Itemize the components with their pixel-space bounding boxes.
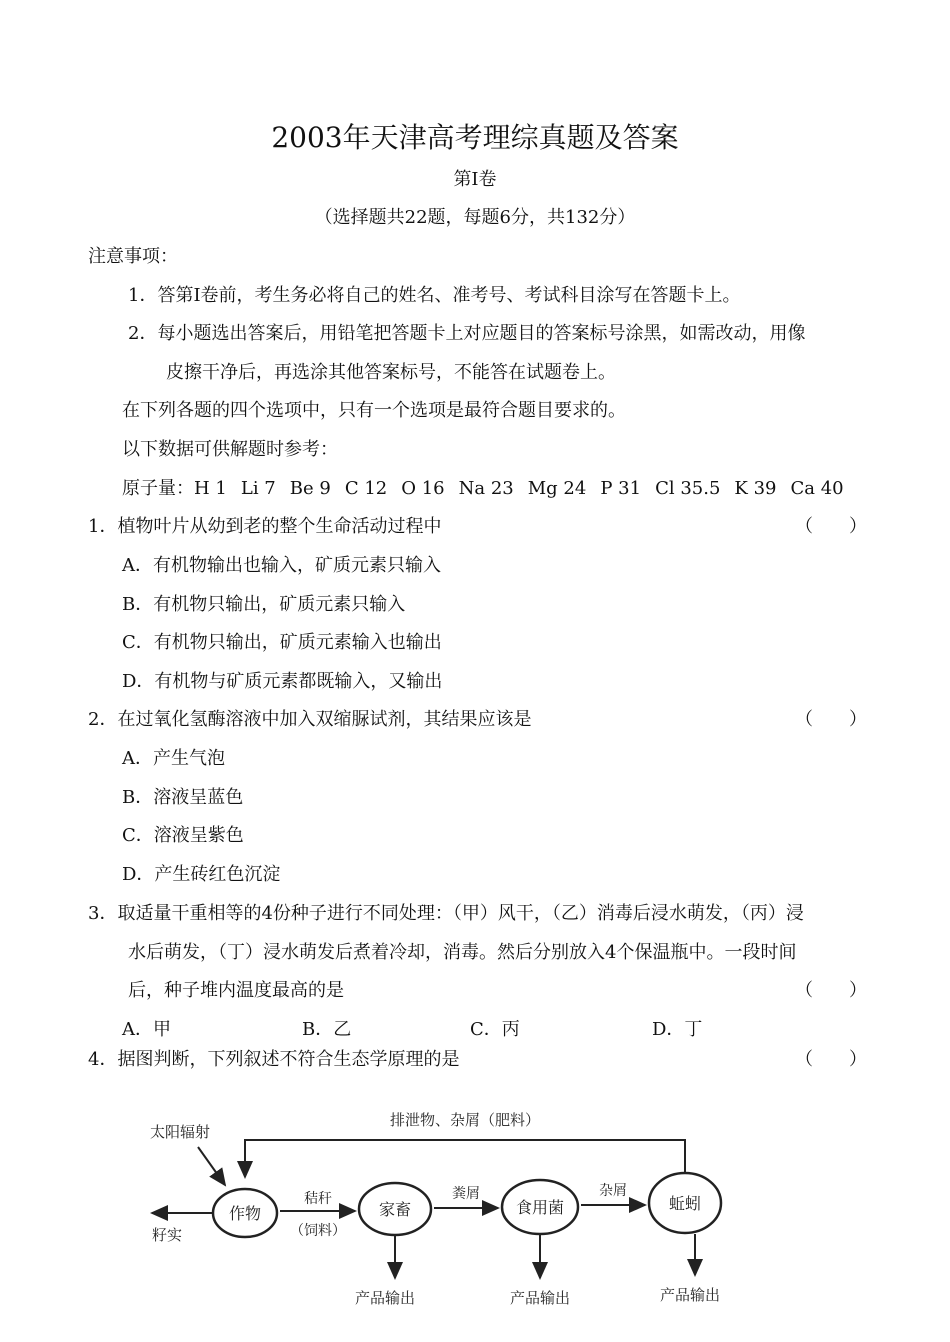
answer-bracket: （ ）: [795, 1049, 867, 1070]
note-item: 2．每小题选出答案后，用铅笔把答题卡上对应题目的答案标号涂黑，如需改动，用像: [128, 323, 806, 344]
question-2-option-d: D．产生砖红色沉淀: [122, 864, 281, 885]
sun-arrow: [198, 1147, 225, 1185]
atomic-mass: Cl 35.5: [655, 478, 721, 499]
atomic-mass: K 39: [734, 478, 777, 499]
question-1-option-b: B．有机物只输出，矿质元素只输入: [122, 594, 406, 615]
reference-text: 以下数据可供解题时参考：: [122, 439, 338, 460]
node-earthworm-label: 蚯蚓: [668, 1194, 702, 1213]
page-title: 2003年天津高考理综真题及答案: [271, 121, 679, 154]
instruction-text: 在下列各题的四个选项中，只有一个选项是最符合题目要求的。: [122, 400, 626, 421]
volume-label: 第Ⅰ卷: [453, 169, 497, 190]
question-1-option-d: D．有机物与矿质元素都既输入，又输出: [122, 671, 443, 692]
question-3-stem-continued: 水后萌发，（丁）浸水萌发后煮着冷却，消毒。然后分别放入4个保温瓶中。一段时间: [128, 942, 797, 963]
atomic-mass: Mg 24: [527, 478, 587, 499]
question-1-option-a: A．有机物输出也输入，矿质元素只输入: [122, 555, 441, 576]
atomic-masses: [122, 477, 844, 501]
atomic-mass: Be 9: [289, 478, 331, 499]
node-crop-label: 作物: [228, 1204, 262, 1223]
scoring-note: （选择题共22题，每题6分，共132分）: [314, 207, 636, 228]
question-3-stem: 3．取适量干重相等的4份种子进行不同处理：（甲）风干，（乙）消毒后浸水萌发，（丙）浸: [88, 903, 804, 924]
feedback-line: [245, 1140, 685, 1177]
question-2-stem: 2．在过氧化氢酶溶液中加入双缩脲试剂，其结果应该是: [88, 709, 532, 730]
output-label-fungi: 产品输出: [509, 1289, 571, 1307]
sun-label: 太阳辐射: [150, 1123, 211, 1141]
atomic-mass: Li 7: [240, 478, 276, 499]
atomic-mass: O 16: [401, 478, 445, 499]
arrow-label-dung: 粪屑: [452, 1186, 480, 1202]
feedback-label: 排泄物、杂屑（肥料）: [389, 1111, 541, 1129]
node-fungi-label: 食用菌: [515, 1198, 565, 1217]
output-label-livestock: 产品输出: [354, 1289, 416, 1307]
atomic-label: 原子量：: [122, 478, 194, 499]
answer-bracket: （ ）: [795, 516, 867, 537]
question-2-option-a: A．产生气泡: [122, 748, 225, 769]
answer-bracket: （ ）: [795, 709, 867, 730]
arrow-label-debris: 杂屑: [599, 1183, 627, 1199]
atomic-mass: Ca 40: [790, 478, 844, 499]
note-item: 1．答第Ⅰ卷前，考生务必将自己的姓名、准考号、考试科目涂写在答题卡上。: [128, 285, 741, 306]
arrow-label-straw: 秸秆: [304, 1191, 332, 1207]
seed-label: 籽实: [152, 1226, 183, 1244]
question-1-stem: 1．植物叶片从幼到老的整个生命活动过程中: [88, 516, 442, 537]
ecology-diagram: [130, 1095, 770, 1320]
node-livestock-label: 家畜: [378, 1200, 412, 1219]
atomic-mass: H 1: [194, 478, 227, 499]
question-3-stem-continued: 后，种子堆内温度最高的是: [128, 980, 344, 1001]
atomic-mass: P 31: [600, 478, 642, 499]
note-item-continued: 皮擦干净后，再选涂其他答案标号，不能答在试题卷上。: [166, 362, 616, 383]
atomic-mass: Na 23: [458, 478, 514, 499]
output-label-earthworm: 产品输出: [659, 1286, 721, 1304]
question-3-option-b: B．乙: [302, 1019, 352, 1040]
question-1-option-c: C．有机物只输出，矿质元素输入也输出: [122, 632, 442, 653]
question-3-option-a: A．甲: [122, 1019, 171, 1040]
question-2-option-c: C．溶液呈紫色: [122, 825, 244, 846]
question-3-option-c: C．丙: [470, 1019, 520, 1040]
arrow-label-feed: （饲料）: [290, 1223, 346, 1239]
question-4-stem: 4．据图判断，下列叙述不符合生态学原理的是: [88, 1049, 460, 1070]
question-3-option-d: D．丁: [652, 1019, 703, 1040]
atomic-mass: C 12: [344, 478, 388, 499]
notes-heading: 注意事项：: [88, 246, 178, 267]
answer-bracket: （ ）: [795, 980, 867, 1001]
question-2-option-b: B．溶液呈蓝色: [122, 787, 244, 808]
